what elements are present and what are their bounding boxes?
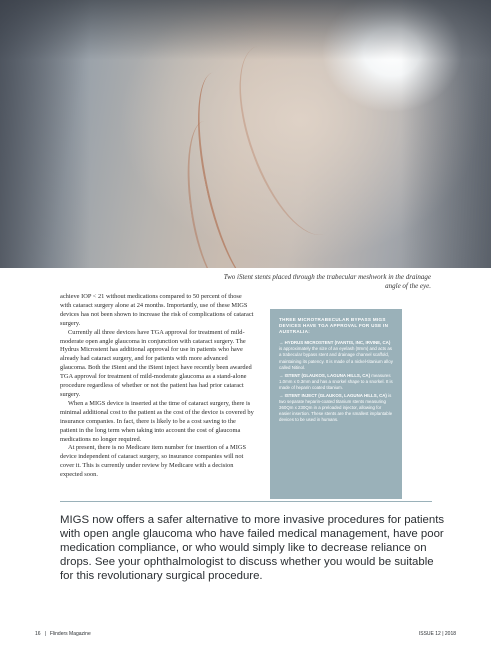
issue-label: ISSUE 12 | 2018 xyxy=(418,631,456,637)
sidebar-item-head: → HYDRUS MICROSTENT (IVANTIS, INC, IRVINE, CA) xyxy=(279,340,391,346)
body-paragraph: At present, there is no Medicare item number for insertion of a MIGS device independent of cataract surgery, so insurance companies will not cover it. This is currently under review by Medicare with a decision expected soon. xyxy=(60,444,247,479)
pull-quote: MIGS now offers a safer alternative to more invasive procedures for patients with open angle glaucoma who have failed medical management, have poor medication compliance, or who would simply like to decrease reliance on drops. See your ophthalmologist to discuss whether you would be suitable for this revolutionary surgical procedure. xyxy=(60,514,445,582)
sidebar-item-head: → ISTENT (GLAUKOS, LAGUNA HILLS, CA) xyxy=(279,372,371,378)
sidebar-title: THREE MICROTRABECULAR BYPASS MIGS DEVICES HAVE TGA APPROVAL FOR USE IN AUSTRALIA: xyxy=(279,317,389,335)
sidebar-item xyxy=(279,340,393,370)
section-divider xyxy=(60,501,432,502)
hero-shade-left xyxy=(0,0,90,268)
footer-separator: | xyxy=(44,631,46,637)
migs-devices-sidebar xyxy=(270,309,402,499)
body-paragraph: When a MIGS device is inserted at the time of cataract surgery, there is minimal additional cost to the patient as the cost of the device is covered by insurance companies. In fact, there is likely to be a cost saving to the patient in the long term when taking into account the cost of glaucoma medications no longer required. xyxy=(60,399,254,443)
photo-caption: Two iStent stents placed through the trabecular meshwork in the drainage angle of the eye. xyxy=(223,273,431,290)
sidebar-item-text: is two separate heparin-coated titanium stents measuring 360Qm x 230Qm in a preloaded injector, allowing for easier insertion. These stents are the smallest implantable devices to be used in humans. xyxy=(279,393,393,423)
footer-left xyxy=(35,630,91,638)
article-body xyxy=(60,293,254,480)
body-paragraph: achieve IOP < 21 without medications compared to 50 percent of those with cataract surgery alone at 24 months. Importantly, use of these MIGS devices has not been shown to increase the risk of complications of cataract surgery. xyxy=(60,293,254,327)
hero-shade-right xyxy=(401,0,491,268)
hero-photo-eye-stents xyxy=(0,0,491,268)
publication-name: Flinders Magazine xyxy=(49,631,91,637)
sidebar-item-text: measures 1.0mm x 0.3mm and has a snorkel shape to a snorkel. It is made of heparin coated titanium. xyxy=(279,372,393,390)
sidebar-item-head: → ISTENT INJECT (GLAUKOS, LAGUNA HILLS, CA) xyxy=(279,393,387,399)
body-paragraph: Currently all three devices have TGA approval for treatment of mild-moderate open angle glaucoma in conjunction with cataract surgery. The Hydrus Microstent has additional approval for use in patients who have already had cataract surgery, and for patients with more advanced glaucoma. Both the iStent and the iStent inject have recently been awarded TGA approval for treatment of mild-moderate glaucoma as a stand-alone procedure regardless of whether or not the patient has had prior cataract surgery. xyxy=(60,328,252,398)
page-number: 16 xyxy=(35,631,41,637)
sidebar-item xyxy=(279,393,393,423)
sidebar-item xyxy=(279,373,393,391)
sidebar-item-text: is approximately the size of an eyelash (8mm) and acts as a trabecular bypass stent and drainage channel scaffold, maintaining its patency. It is made of a nickel-titanium alloy called Nitinol. xyxy=(279,346,393,370)
page-footer xyxy=(35,630,456,638)
